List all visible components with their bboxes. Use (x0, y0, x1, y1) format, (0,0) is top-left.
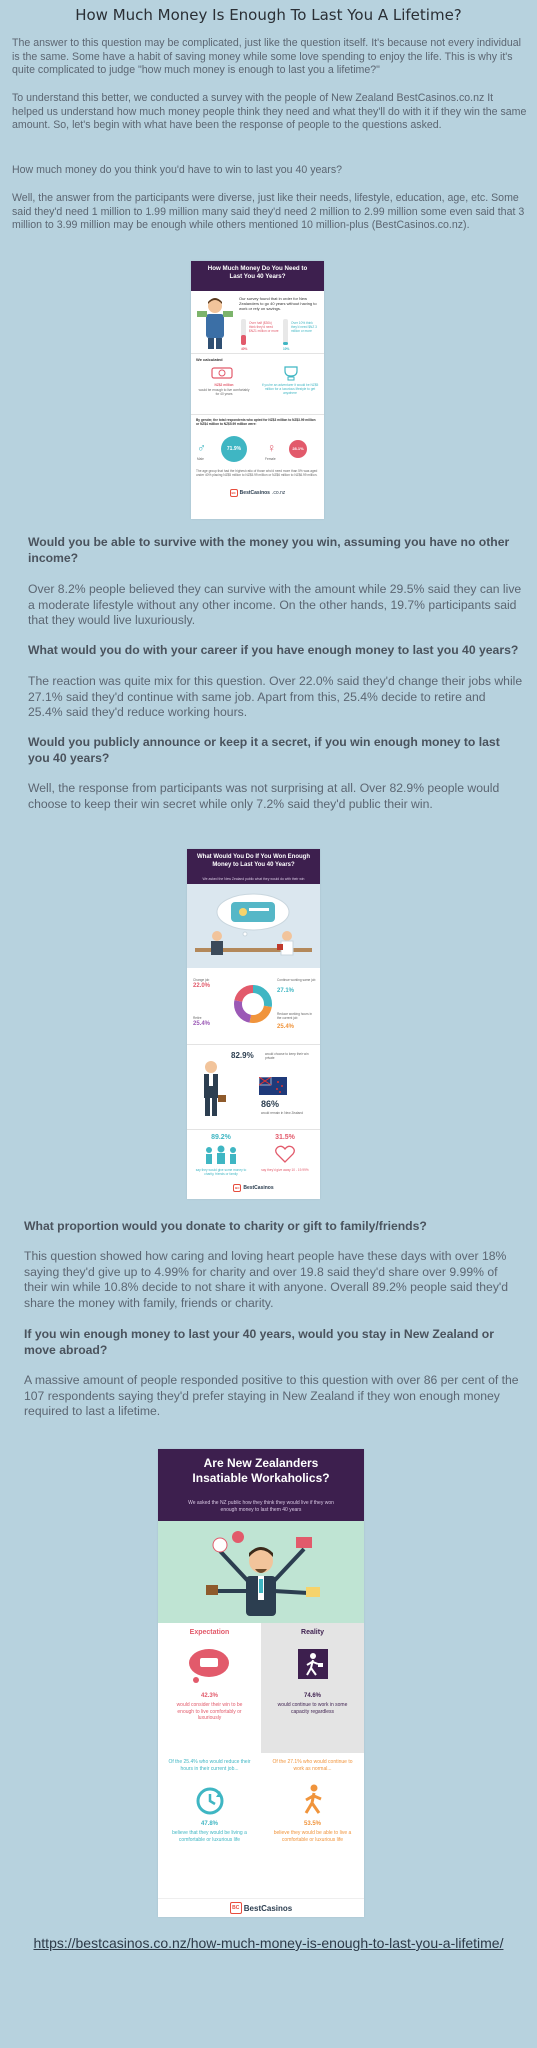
brand-logo: BC BestCasinos (158, 1898, 364, 1914)
reality-heading: Reality (301, 1629, 324, 1636)
answer-5: A massive amount of people responded positive to this question with over 86 per cent of the 107 respondents saying they'd prefer staying in New Zealand if they won enough money required to last a lifetime. (24, 1373, 519, 1418)
brand-logo-icon: BC (235, 1186, 240, 1190)
answer-4: This question showed how caring and loving heart people have these days with over 18% saying they'd give up to 4.99% for charity and over 19.8 said they'd share over 9.99% of their win while 10.8% decide to not share it with anyone. Overall 89.2% people said they'd share the money with family, friends or charity. (24, 1249, 509, 1310)
secret-and-stay-section (187, 1045, 320, 1130)
female-percent: 28.1% (289, 440, 307, 458)
gender-title: By gender, the total respondents who opted for NZ$3 million to NZ$3.99 million or NZ$4 million to NZ$5.99 million were: (196, 418, 316, 426)
brand-logo-icon: BC (231, 491, 236, 495)
reduce-hours-column (158, 1753, 261, 1871)
bar-40-percent (241, 335, 246, 345)
multitasking-businessman-icon (158, 1521, 364, 1623)
intro-paragraph-3: Well, the answer from the participants were diverse, just like their needs, lifestyle, education, age, etc. Some said they'd need 1 million to 1.99 million many said they'd need 2 million to 2.99 million some even said that 3 million to 3.99 million may be enough while others mentioned 10 million-plus (BestCasinos.co.nz). (12, 192, 525, 232)
survey-text: Our survey found that in order for New Zealanders to go 40 years without having to work or rely on savings. (239, 296, 317, 311)
question-5: If you win enough money to last your 40 years, would you stay in New Zealand or move abroad? (24, 1327, 494, 1357)
donate-percent: 31.5% (275, 1134, 295, 1141)
intro-paragraph-2: To understand this better, we conducted a survey with the people of New Zealand BestCasinos.co.nz It helped us understand how much money people think they need and what they'll do with it if they win the same amount. So, let's begin with what have been the response of people to the questions asked. (12, 92, 527, 132)
intro-paragraph-1: The answer to this question may be complicated, just like the question itself. It's because not every individual is the same. Some have a habit of saving money while some love spending to enjoy the life. This is why it's quite complicated to judge "how much money is enough to last you a lifetime?" (12, 37, 522, 77)
walking-worker-icon (298, 1649, 328, 1679)
stat-b-text: Over 10% think they'd need $NZ 3 million or more (291, 321, 317, 333)
infographic-money-needed (191, 261, 324, 519)
reduce-label: Reduce working hours in the current job (277, 1012, 313, 1020)
new-zealand-flag-icon (259, 1077, 287, 1095)
career-chart-section (187, 968, 320, 1045)
question-3: Would you publicly announce or keep it a secret, if you win enough money to last you 40 years? (28, 735, 500, 765)
answer-3: Well, the response from participants was not surprising at all. Over 82.9% people would choose to keep their win secret while only 7.2% said they'd public their win. (28, 781, 500, 811)
running-worker-icon (298, 1783, 328, 1817)
page-title: How Much Money Is Enough To Last You A Lifetime? (75, 6, 462, 24)
female-icon: ♀ (267, 441, 276, 455)
change-job-label: Change job (193, 978, 210, 982)
share-percent: 89.2% (211, 1134, 231, 1141)
secret-percent: 82.9% (231, 1051, 254, 1060)
heart-hand-icon (274, 1144, 296, 1166)
retire-label: Retire (193, 1016, 202, 1020)
answer-2: The reaction was quite mix for this question. Over 22.0% said they'd change their jobs while 27.1% said they'd continue with same job. Apart from this, 25.4% decide to retire and 25.4% said they'd reduce working hours. (28, 674, 523, 719)
share-text: say they would give some money to charity, friends or family (195, 1168, 247, 1176)
expectation-percent: 42.3% (200, 1693, 218, 1699)
people-group-icon (201, 1144, 241, 1166)
reality-column (261, 1623, 364, 1753)
reality-text: would continue to work in some capacity regardless (277, 1702, 348, 1715)
expectation-reality-section (158, 1623, 364, 1753)
brand-logo-icon: BC (230, 1902, 242, 1914)
calc-label: We calculated (196, 357, 223, 362)
answer-1: Over 8.2% people believed they can survive with the amount while 29.5% said they can live a moderate lifestyle without any other income. On the other hands, 19.7% participants said that they would live luxuriously. (28, 582, 522, 627)
clock-refresh-icon (194, 1785, 226, 1817)
infographic-subtitle: We asked the NZ public how they think they would live if they won enough money to last them 40 years (158, 1500, 364, 1521)
continue-text: believe they would be able to live a comfortable or luxurious life (273, 1830, 352, 1843)
brand-logo: BC BestCasinos (235, 1185, 274, 1191)
office-thinking-scene-icon (187, 884, 320, 968)
stay-percent: 86% (261, 1099, 280, 1109)
infographic-what-would-you-do (187, 849, 320, 1199)
man-with-money-icon (195, 293, 235, 351)
change-job-percent: 22.0% (193, 983, 211, 989)
question-2: What would you do with your career if you have enough money to last you 40 years? (28, 643, 519, 657)
intro-question: How much money do you think you'd have to win to last you 40 years? (12, 164, 343, 176)
stat-a-percent: 40% (241, 347, 248, 351)
question-4: What proportion would you donate to charity or gift to family/friends? (24, 1219, 427, 1233)
reality-percent: 74.6% (303, 1693, 321, 1699)
calc-left-value: NZ$2 million (214, 383, 234, 387)
bar-10-percent (283, 342, 288, 345)
infographic-survey-section (191, 291, 324, 354)
continue-label: Continue working same job (277, 978, 316, 982)
infographic-workaholics (158, 1449, 364, 1917)
reduce-lead-text: Of the 25.4% who would reduce their hours in their current job... (168, 1759, 251, 1772)
infographic-title: How Much Money Do You Need to Last You 40 Years? (191, 261, 324, 291)
infographic-gender-section (191, 415, 324, 501)
male-icon: ♂ (197, 441, 206, 455)
retire-percent: 25.4% (193, 1021, 211, 1027)
career-donut-chart (231, 982, 275, 1026)
infographic-subtitle: We asked the New Zealand public what they would do with their win (187, 877, 320, 884)
donate-text: say they'd give away 10 - 19.99% (261, 1168, 309, 1172)
calc-left-text: would be enough to live comfortably for 40 years (198, 388, 250, 396)
stat-b-percent: 10% (283, 347, 290, 351)
continue-lead-text: Of the 27.1% who would continue to work as normal... (272, 1759, 353, 1772)
secret-text: would choose to keep their win private (265, 1052, 309, 1060)
brand-logo: BC BestCasinos .co.nz (231, 490, 286, 496)
stay-text: would remain in New Zealand (261, 1111, 303, 1115)
thought-cloud-money-icon (186, 1645, 232, 1685)
infographic-title: What Would You Do If You Won Enough Money to Last You 40 Years? (187, 849, 320, 877)
reduce-text: believe that they would be living a comfortable or luxurious life (172, 1830, 247, 1843)
expectation-text: would consider their win to be enough to live comfortably or luxuriously (176, 1702, 243, 1721)
female-label: Female (265, 457, 276, 461)
donation-section (187, 1130, 320, 1196)
expectation-heading: Expectation (189, 1629, 230, 1636)
workaholic-scene (158, 1521, 364, 1623)
money-stack-icon (211, 365, 233, 381)
continue-percent: 53.5% (303, 1821, 321, 1827)
male-percent: 71.9% (221, 436, 247, 462)
question-1: Would you be able to survive with the money you win, assuming you have no other income? (28, 535, 510, 565)
businessman-with-briefcase-icon (195, 1059, 227, 1119)
continue-percent: 27.1% (277, 988, 295, 994)
reduce-percent: 47.8% (200, 1821, 218, 1827)
calc-right-text: If you're an adventurer it would be NZ$5 million for a luxurious lifestyle to get anywhere (261, 383, 319, 395)
infographic-calc-section (191, 354, 324, 415)
infographic-office-scene (187, 884, 320, 968)
hours-breakdown-section (158, 1753, 364, 1871)
gender-note: The age group that had the highest ratio of those who'd need more than 5% was aged under 40% placing NZ$5 million to NZ$5.99 million or NZ$6 million to NZ$6.99 million. (196, 469, 318, 477)
infographic-title: Are New Zealanders Insatiable Workaholics? (158, 1449, 364, 1500)
reduce-percent: 25.4% (277, 1024, 295, 1030)
trophy-icon (280, 365, 302, 381)
continue-work-column (261, 1753, 364, 1871)
stat-a-text: Over half ($30k) think they'd need $NZ1 million or more (249, 321, 279, 333)
male-label: Male (197, 457, 204, 461)
source-link[interactable]: https://bestcasinos.co.nz/how-much-money-is-enough-to-last-you-a-lifetime/ (33, 1935, 504, 1951)
expectation-column (158, 1623, 261, 1753)
